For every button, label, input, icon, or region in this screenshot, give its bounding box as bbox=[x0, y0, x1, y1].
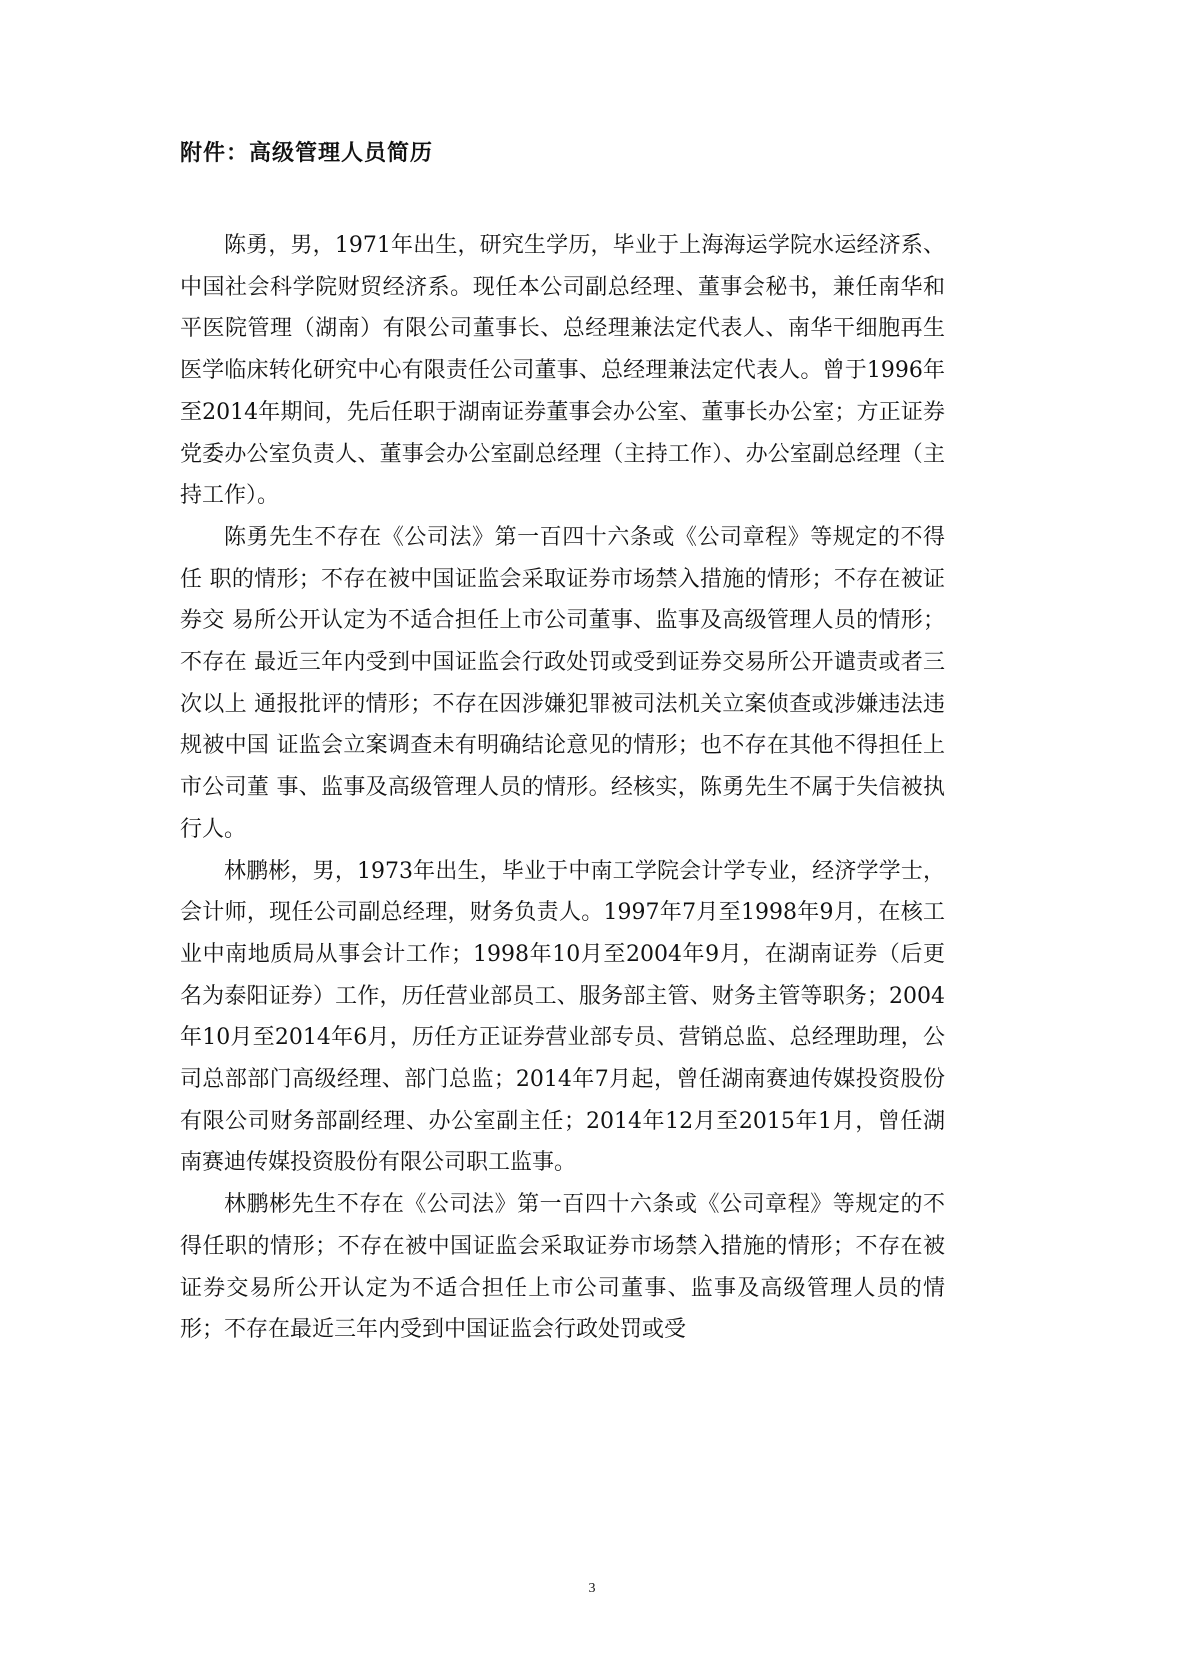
paragraph-chen-yong-statement: 陈勇先生不存在《公司法》第一百四十六条或《公司章程》等规定的不得任 职的情形；不存在被中国证监会采取证券市场禁入措施的情形；不存在被证券交 易所公开认定为不适合担任上市公司董事、监事及高级管理人员的情形；不存在 最近三年内受到中国证监会行政处罚或受到证券交易所公开谴责或者三次以上 通报批评的情形；不存在因涉嫌犯罪被司法机关立案侦查或涉嫌违法违规被中国 证监会立案调查未有明确结论意见的情形；也不存在其他不得担任上市公司董 事、监事及高级管理人员的情形。经核实，陈勇先生不属于失信被执行人。 bbox=[180, 524, 945, 842]
page-number: 3 bbox=[588, 1581, 596, 1596]
document-body bbox=[180, 225, 945, 1351]
document-heading: 附件：高级管理人员简历 bbox=[180, 141, 434, 166]
paragraph-lin-pengbin-statement: 林鹏彬先生不存在《公司法》第一百四十六条或《公司章程》等规定的不得任职的情形；不存在被中国证监会采取证券市场禁入措施的情形；不存在被证券交易所公开认定为不适合担任上市公司董事、监事及高级管理人员的情形；不存在最近三年内受到中国证监会行政处罚或受 bbox=[180, 1192, 945, 1343]
paragraph-lin-pengbin-resume: 林鹏彬，男，1973年出生，毕业于中南工学院会计学专业，经济学学士，会计师，现任公司副总经理，财务负责人。1997年7月至1998年9月，在核工业中南地质局从事会计工作；1998年10月至2004年9月，在湖南证券（后更名为泰阳证券）工作，历任营业部员工、服务部主管、财务主管等职务；2004年10月至2014年6月，历任方正证券营业部专员、营销总监、总经理助理，公司总部部门高级经理、部门总监；2014年7月起，曾任湖南赛迪传媒投资股份有限公司财务部副经理、办公室副主任；2014年12月至2015年1月，曾任湖南赛迪传媒投资股份有限公司职工监事。 bbox=[180, 858, 945, 1176]
paragraph-chen-yong-resume: 陈勇，男，1971年出生，研究生学历，毕业于上海海运学院水运经济系、中国社会科学院财贸经济系。现任本公司副总经理、董事会秘书，兼任南华和平医院管理（湖南）有限公司董事长、总经理兼法定代表人、南华干细胞再生医学临床转化研究中心有限责任公司董事、总经理兼法定代表人。曾于1996年至2014年期间，先后任职于湖南证券董事会办公室、董事长办公室；方正证券党委办公室负责人、董事会办公室副总经理（主持工作）、办公室副总经理（主持工作）。 bbox=[180, 233, 945, 509]
